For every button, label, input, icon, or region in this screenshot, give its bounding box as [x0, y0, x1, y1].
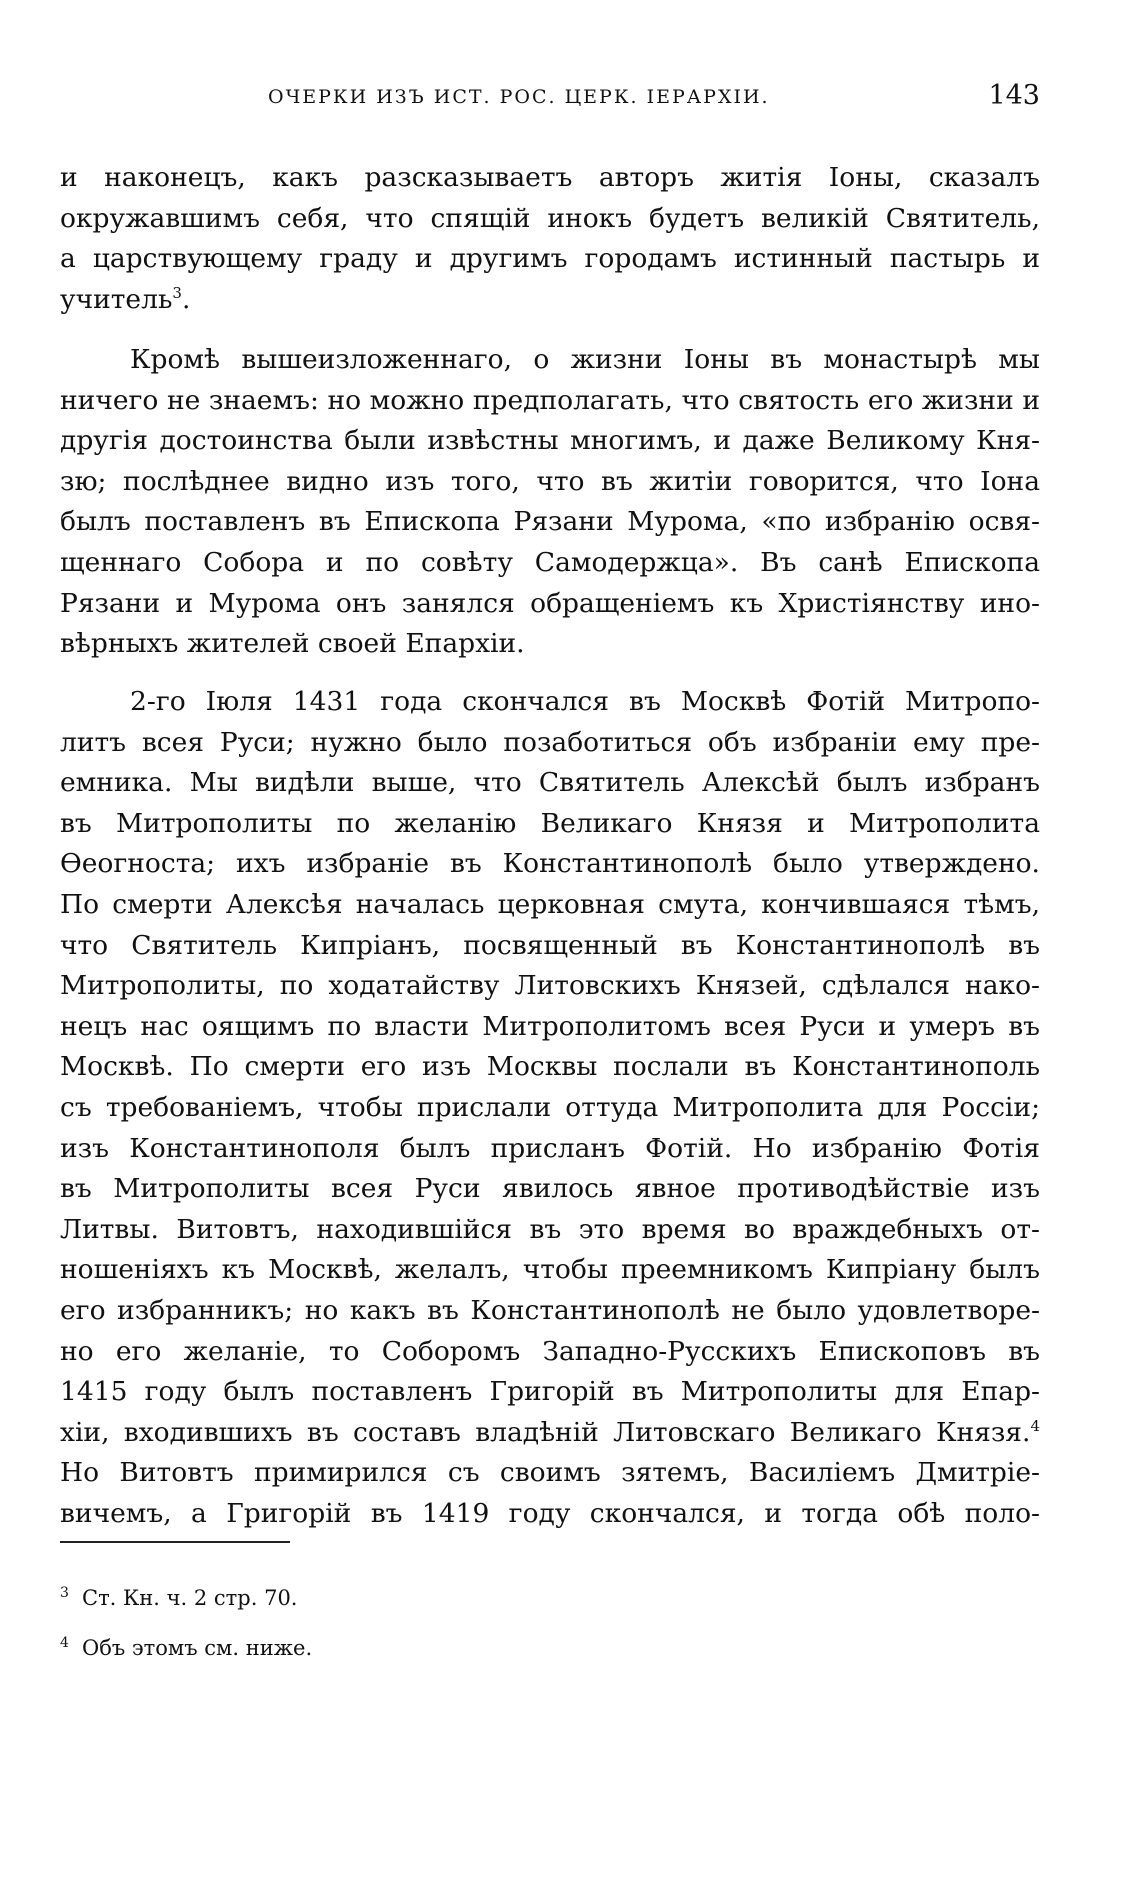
- text-line: Москвѣ. По смерти его изъ Москвы послали въ Константинополь: [60, 1051, 1040, 1083]
- footnote-ref-4: 4: [1030, 1416, 1040, 1435]
- text-fragment: хіи, входившихъ въ составъ владѣній Литовскаго Великаго Князя.: [60, 1416, 1031, 1448]
- text-line: съ требованіемъ, чтобы прислали оттуда Митрополита для Россіи;: [60, 1091, 1040, 1123]
- text-line: 2-го Іюля 1431 года скончался въ Москвѣ Фотій Митропо-: [130, 686, 1040, 717]
- text-fragment: .: [181, 283, 191, 315]
- text-line: нецъ нас оящимъ по власти Митрополитомъ всея Руси и умеръ въ: [60, 1010, 1040, 1042]
- text-line: ничего не знаемъ: но можно предполагать, что святость его жизни и: [60, 384, 1040, 416]
- text-line: Но Витовтъ примирился съ своимъ зятемъ, Василіемъ Дмитріе-: [60, 1457, 1040, 1489]
- text-line: а царствующему граду и другимъ городамъ истинный пастырь и: [60, 243, 1040, 275]
- paragraph-2: [60, 340, 1040, 665]
- text-line: Митрополиты, по ходатайству Литовскихъ Князей, сдѣлался нако-: [60, 970, 1040, 1002]
- text-line: Кромѣ вышеизложеннаго, о жизни Іоны въ монастырѣ мы: [130, 344, 1040, 375]
- footnote-4: 4 Объ этомъ см. ниже.: [60, 1635, 313, 1660]
- text-line: что Святитель Кипріанъ, посвященный въ Константинополѣ въ: [60, 929, 1040, 961]
- running-title: ОЧЕРКИ ИЗЪ ИСТ. РОС. ЦЕРК. ІЕРАРХІИ.: [268, 86, 770, 108]
- text-line: но его желаніе, то Соборомъ Западно-Русскихъ Епископовъ въ: [60, 1335, 1040, 1367]
- text-line: въ Митрополиты по желанію Великаго Князя и Митрополита: [60, 807, 1040, 839]
- text-line: [60, 1413, 1040, 1454]
- text-line: былъ поставленъ въ Епископа Рязани Мурома, «по избранію освя-: [60, 506, 1040, 538]
- footnote-divider: [60, 1541, 290, 1543]
- text-line: щеннаго Собора и по совѣту Самодержца». Въ санѣ Епископа: [60, 546, 1040, 578]
- text-line: въ Митрополиты всея Руси явилось явное противодѣйствіе изъ: [60, 1173, 1040, 1205]
- text-line: и наконецъ, какъ разсказываетъ авторъ житія Іоны, сказалъ: [60, 162, 1040, 193]
- text-line: вѣрныхъ жителей своей Епархіи.: [60, 628, 525, 660]
- text-line: изъ Константинополя былъ присланъ Фотій. Но избранію Фотія: [60, 1132, 1040, 1164]
- footnote-3: 3 Ст. Кн. ч. 2 стр. 70.: [60, 1585, 298, 1610]
- footnote-text: Ст. Кн. ч. 2 стр. 70.: [82, 1586, 298, 1610]
- page-number: 143: [988, 80, 1040, 111]
- text-line: вичемъ, а Григорій въ 1419 году скончался, и тогда обѣ поло-: [60, 1497, 1040, 1529]
- text-line: литъ всея Руси; нужно было позаботиться объ избраніи ему пре-: [60, 726, 1040, 758]
- text-line: его избранникъ; но какъ въ Константинополѣ не было удовлетворе-: [60, 1294, 1040, 1326]
- text-line: зю; послѣднее видно изъ того, что въ житіи говорится, что Іона: [60, 465, 1040, 497]
- text-line: [60, 280, 1040, 321]
- text-line: ношеніяхъ къ Москвѣ, желалъ, чтобы преемникомъ Кипріану былъ: [60, 1254, 1040, 1286]
- footnote-ref-3: 3: [172, 283, 182, 302]
- page-header: [60, 80, 1040, 126]
- paragraph-1: [60, 158, 1040, 320]
- text-line: другія достоинства были извѣстны многимъ, и даже Великому Кня-: [60, 425, 1040, 457]
- footnote-text: Объ этомъ см. ниже.: [82, 1636, 313, 1660]
- paragraph-3: [60, 682, 1040, 1534]
- text-line: По смерти Алексѣя началась церковная смута, кончившаяся тѣмъ,: [60, 888, 1040, 920]
- text-line: Литвы. Витовтъ, находившійся въ это время во враждебныхъ от-: [60, 1213, 1040, 1245]
- text-line: Ѳеогноста; ихъ избраніе въ Константинополѣ было утверждено.: [60, 848, 1040, 880]
- text-line: емника. Мы видѣли выше, что Святитель Алексѣй былъ избранъ: [60, 767, 1040, 799]
- text-fragment: учитель: [60, 283, 173, 315]
- text-line: окружавшимъ себя, что спящій инокъ будетъ великій Святитель,: [60, 202, 1040, 234]
- text-line: Рязани и Мурома онъ занялся обращеніемъ къ Христіянству ино-: [60, 587, 1040, 619]
- text-line: 1415 году былъ поставленъ Григорій въ Митрополиты для Епар-: [60, 1376, 1040, 1408]
